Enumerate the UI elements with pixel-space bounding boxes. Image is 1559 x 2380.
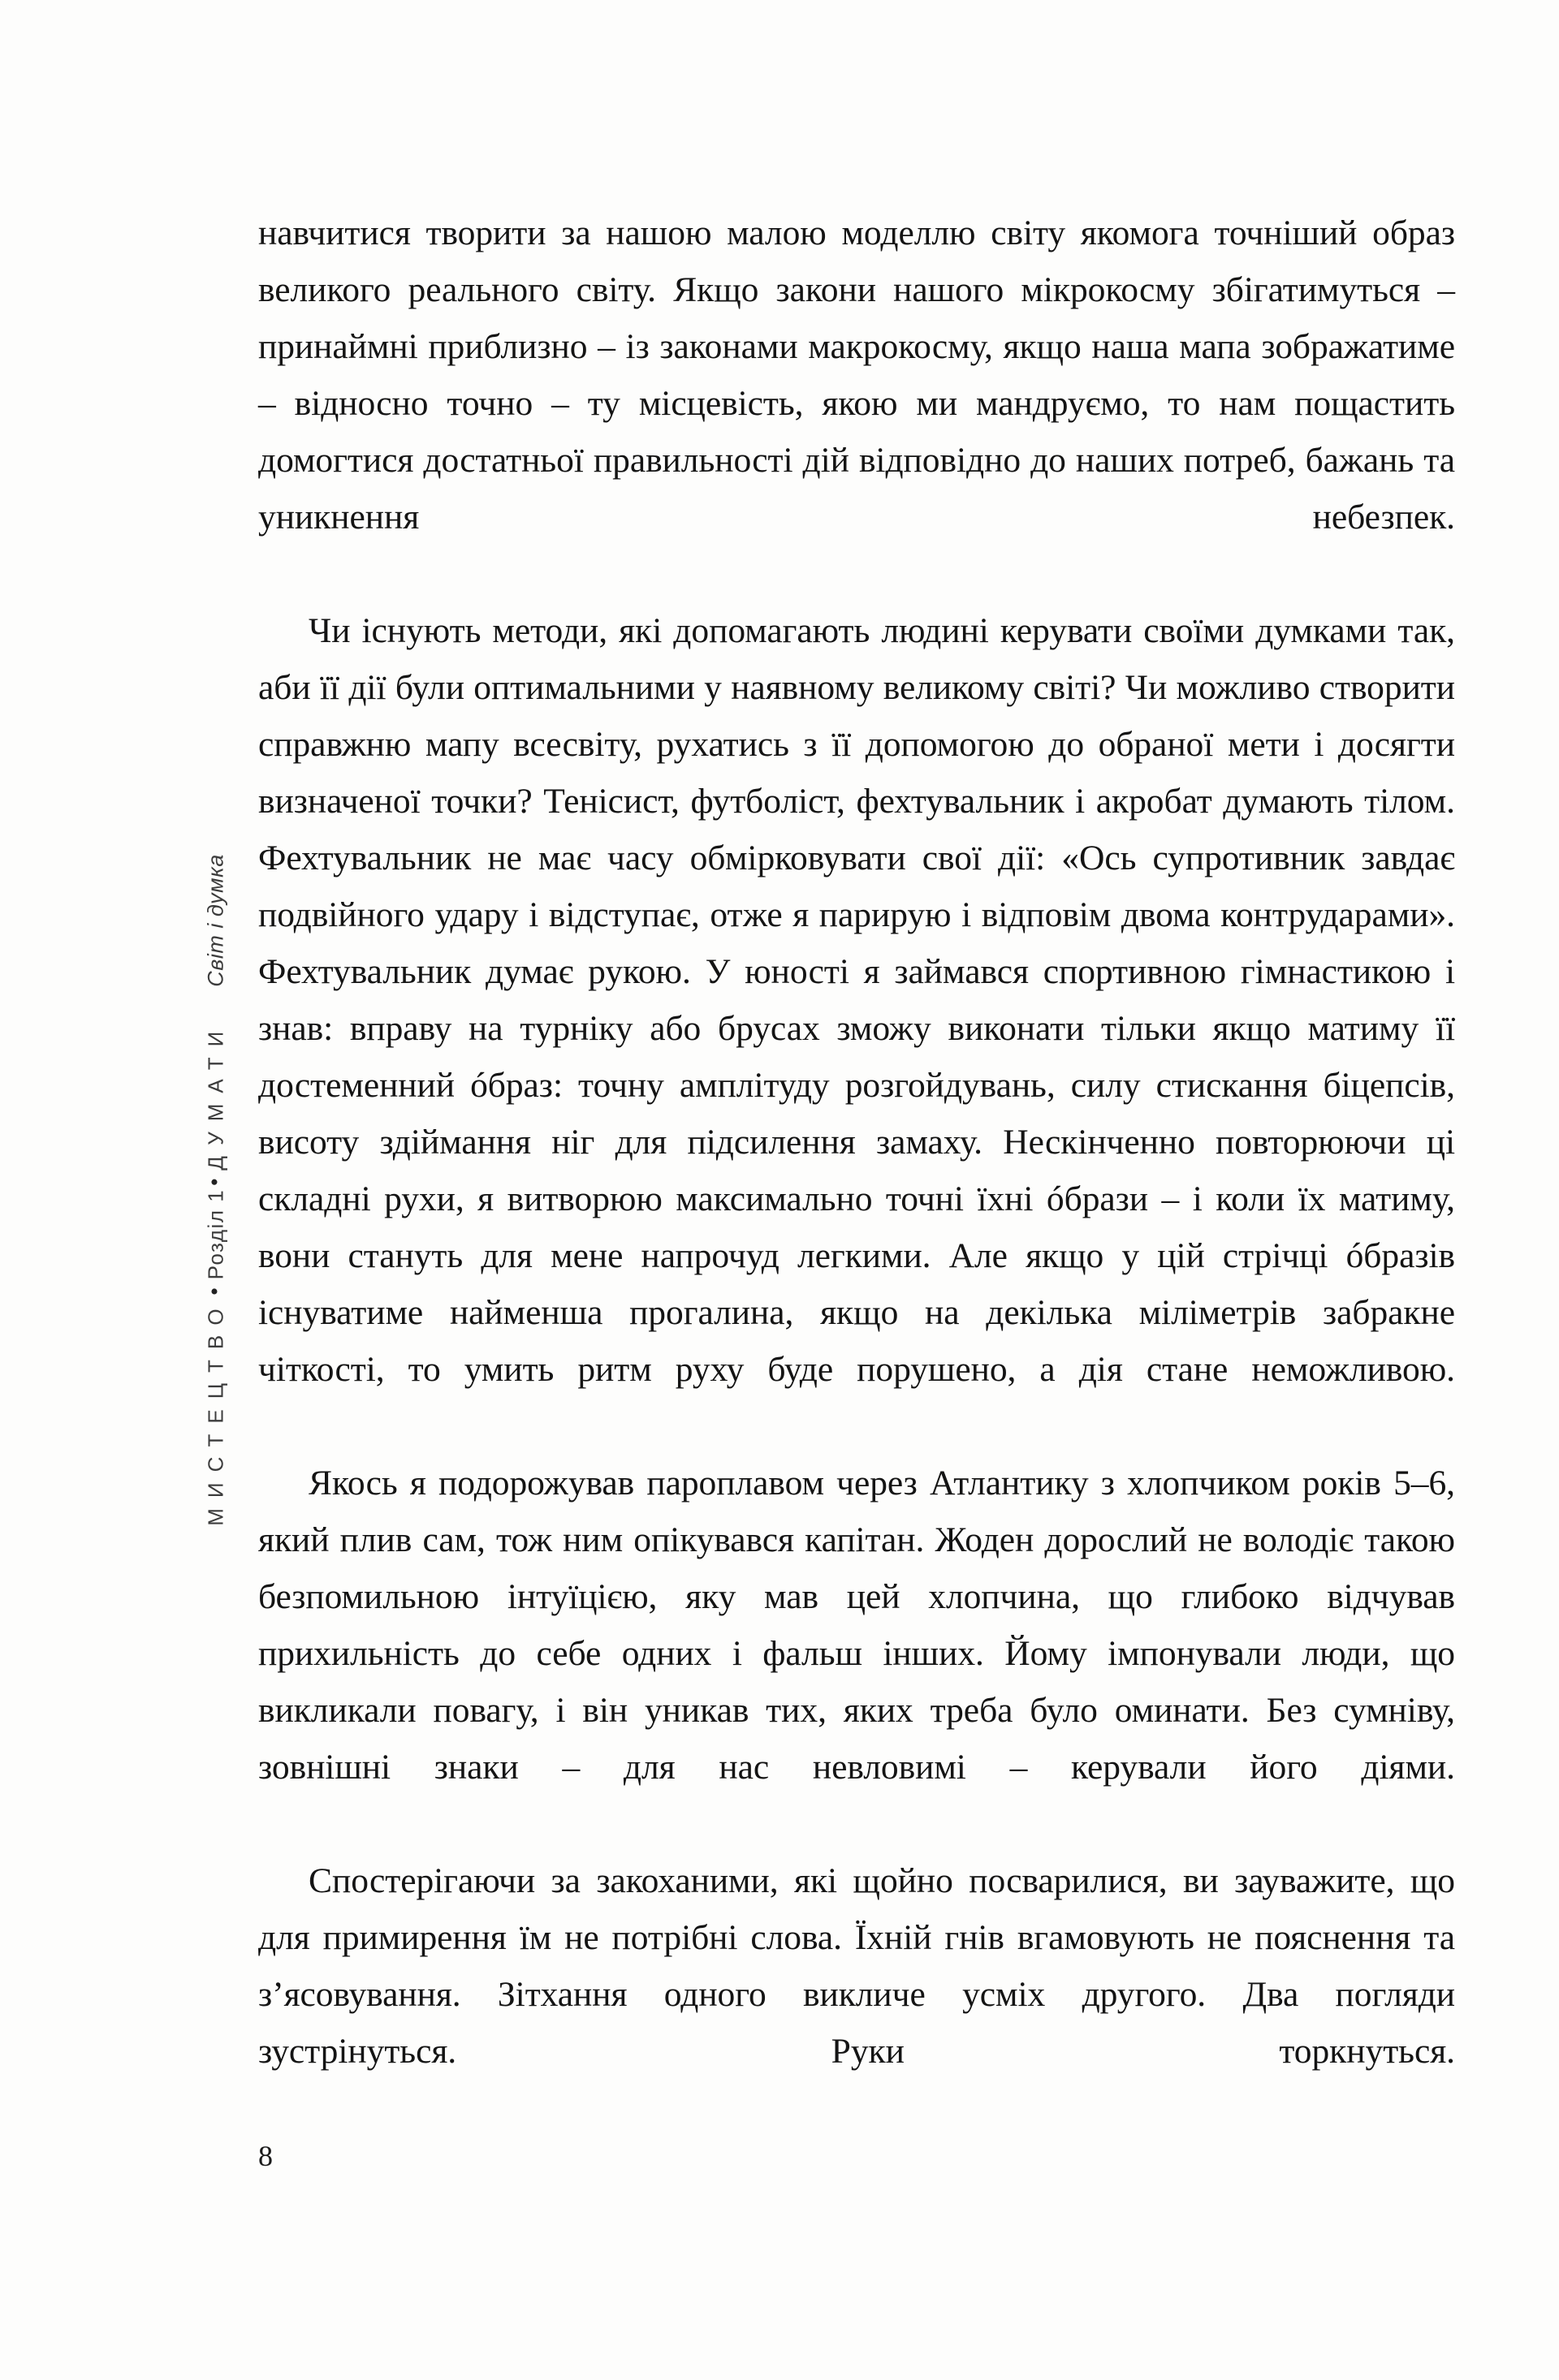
running-head-bullet-left: •: [201, 1287, 227, 1296]
paragraph: Чи існують методи, які допомагають людині керувати своїми думками так, аби її дії були оптимальними у наявному великому світі? Чи можливо створити справжню мапу всесвіту, рухатись з її допомогою до обраної мети і досягти визначеної точки? Тенісист, футболіст, фехтувальник і акробат думають тілом. Фехтувальник не має часу обмірковувати свої дії: «Ось супротивник завдає подвійного удару і відступає, отже я парирую і відповім двома контрударами». Фехтувальник думає рукою. У юності я займався спортивною гімнастикою і знав: вправу на турніку або брусах зможу виконати тільки якщо матиму її достеменний óбраз: точну амплітуду розгойдувань, силу стискання біцепсів, висоту здіймання ніг для підсилення замаху. Нескінченно повторюючи ці складні рухи, я витворюю максимально точні їхні óбрази – і коли їх матиму, вони стануть для мене напрочуд легкими. Але якщо у цій стрічці óбразів існуватиме найменша прогалина, якщо на декілька міліметрів забракне чіткості, то умить ритм руху буде порушено, а дія стане неможливою.: [258, 611, 1455, 1389]
paragraph: Спостерігаючи за закоханими, які щойно посварилися, ви зауважите, що для примирення їм не потрібні слова. Їхній гнів вгамовують не пояснення та з’ясовування. Зітхання одного викличе усміх другого. Два погляди зустрінуться. Руки торкнуться.: [258, 1861, 1455, 2071]
running-head-inner: [201, 854, 229, 1526]
page-number: 8: [258, 2140, 273, 2172]
vertical-running-head: [167, 0, 265, 2380]
running-head-subtitle: Світ і думка: [203, 854, 228, 987]
running-head-section: МИСТЕЦТВО: [203, 1298, 228, 1526]
paragraph: Якось я подорожував пароплавом через Атлантику з хлопчиком років 5–6, який плив сам, тож ним опікувався капітан. Жоден дорослий не володіє такою безпомильною інтуїцією, яку мав цей хлопчина, що глибоко відчував прихильність до себе одних і фальш інших. Йому імпонували люди, що викликали повагу, і він уникав тих, яких треба було оминати. Без сумніву, зовнішні знаки – для нас невловимі – керували його діями.: [258, 1464, 1455, 1787]
paragraph-continuation: навчитися творити за нашою малою моделлю світу якомога точніший образ великого реального світу. Якщо закони нашого мікрокосму збігатимуться – принаймні приблизно – із законами макрокосму, якщо наша мапа зображатиме – відносно точно – ту місцевість, якою ми мандруємо, то нам пощастить домогтися достатньої правильності дій відповідно до наших потреб, бажань та уникнення небезпек.: [258, 213, 1455, 537]
text-column: [258, 205, 1455, 2136]
running-head-bullet-right: •: [201, 1178, 227, 1186]
body-text: [258, 205, 1455, 2136]
running-head-chapter: Розділ 1: [203, 1188, 228, 1280]
running-head-verb: ДУМАТИ: [203, 1020, 228, 1171]
